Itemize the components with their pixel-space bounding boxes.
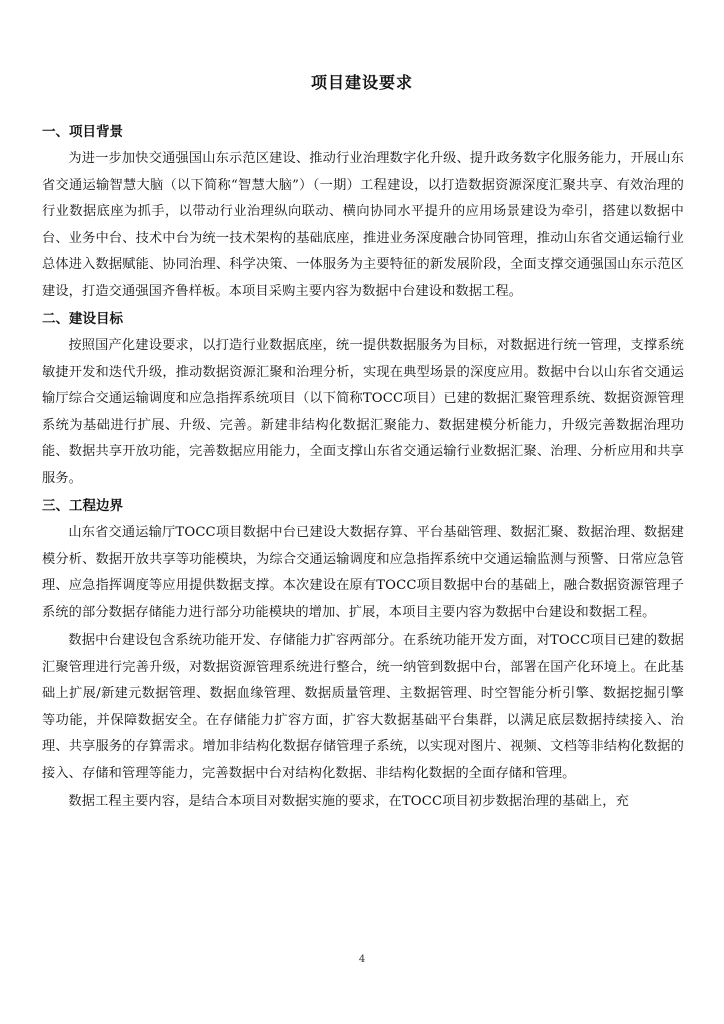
paragraph-boundary-2: 数据中台建设包含系统功能开发、存储能力扩容两部分。在系统功能开发方面，对TOCC项目已建的数据汇聚管理进行完善升级，对数据资源管理系统进行整合，统一纳管到数据中台，部署在国产化环境上。在此基础上扩展/新建元数据管理、数据血缘管理、数据质量管理、主数据管理、时空智能分析引擎、数据挖掘引擎等功能，并保障数据安全。在存储能力扩容方面，扩容大数据基础平台集群，以满足底层数据持续接入、治理、共享服务的存算需求。增加非结构化数据存储管理子系统，以实现对图片、视频、文档等非结构化数据的接入、存储和管理等能力，完善数据中台对结构化数据、非结构化数据的全面存储和管理。 (42, 633, 684, 781)
paragraph-boundary-3: 数据工程主要内容，是结合本项目对数据实施的要求，在TOCC项目初步数据治理的基础上，充 (68, 794, 629, 809)
paragraph-boundary-1: 山东省交通运输厅TOCC项目数据中台已建设大数据存算、平台基础管理、数据汇聚、数据治理、数据建模分析、数据开放共享等功能模块，为综合交通运输调度和应急指挥系统中交通运输监测与预警、日常应急管理、应急指挥调度等应用提供数据支撑。本次建设在原有TOCC项目数据中台的基础上，融合数据资源管理子系统的部分数据存储能力进行部分功能模块的增加、扩展，本项目主要内容为数据中台建设和数据工程。 (42, 525, 684, 620)
section-heading-boundary: 三、工程边界 (42, 498, 123, 514)
page-number: 4 (358, 954, 366, 965)
paragraph-goals: 按照国产化建设要求，以打造行业数据底座，统一提供数据服务为目标，对数据进行统一管理，支撑系统敏捷开发和迭代升级，推动数据资源汇聚和治理分析，实现在典型场景的深度应用。数据中台以山东省交通运输厅综合交通运输调度和应急指挥系统项目（以下简称TOCC项目）已建的数据汇聚管理系统、数据资源管理系统为基础进行扩展、升级、完善。新建非结构化数据汇聚能力、数据建模分析能力，升级完善数据治理功能、数据共享开放功能，完善数据应用能力，全面支撑山东省交通运输行业数据汇聚、治理、分析应用和共享服务。 (42, 338, 684, 486)
section-heading-goals: 二、建设目标 (42, 311, 123, 327)
paragraph-background: 为进一步加快交通强国山东示范区建设、推动行业治理数字化升级、提升政务数字化服务能力，开展山东省交通运输智慧大脑（以下简称“智慧大脑”）（一期）工程建设，以打造数据资源深度汇聚共享、有效治理的行业数据底座为抓手，以带动行业治理纵向联动、横向协同水平提升的应用场景建设为牵引，搭建以数据中台、业务中台、技术中台为统一技术架构的基础底座，推进业务深度融合协同管理，推动山东省交通运输行业总体进入数据赋能、协同治理、科学决策、一体服务为主要特征的新发展阶段，全面支撑交通强国山东示范区建设，打造交通强国齐鲁样板。本项目采购主要内容为数据中台建设和数据工程。 (42, 151, 684, 299)
page-title: 项目建设要求 (310, 73, 413, 92)
document-body (42, 120, 684, 816)
section-heading-background: 一、项目背景 (42, 124, 123, 140)
